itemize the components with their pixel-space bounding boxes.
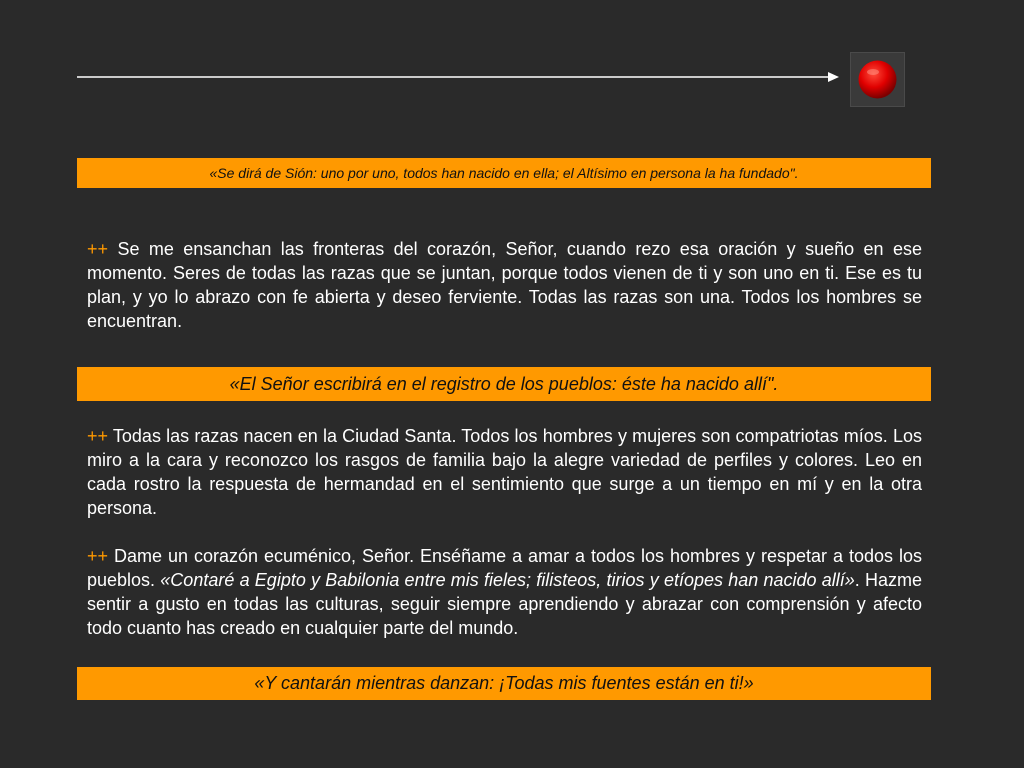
paragraph-2 <box>87 424 922 520</box>
paragraph-1 <box>87 237 922 333</box>
quote-banner-middle: «El Señor escribirá en el registro de los pueblos: éste ha nacido allí". <box>77 367 931 401</box>
record-button[interactable] <box>850 52 905 107</box>
paragraph-1-text: Se me ensanchan las fronteras del corazón, Señor, cuando rezo esa oración y sueño en ese momento. Seres de todas las razas que se juntan, porque todos vienen de ti y son uno en ti. Ese es tu plan, y yo lo abrazo con fe abierta y deseo ferviente. Todas las razas son una. Todos los hombres se encuentran. <box>87 239 922 331</box>
paragraph-marker: ++ <box>87 546 109 566</box>
quote-banner-bottom: «Y cantarán mientras danzan: ¡Todas mis fuentes están en ti!» <box>77 667 931 700</box>
paragraph-3-quote: «Contaré a Egipto y Babilonia entre mis fieles; filisteos, tirios y etíopes han nacido allí» <box>160 570 855 590</box>
paragraph-3 <box>87 544 922 640</box>
paragraph-3-intro: Dame un corazón ecuménico, Señor. Enséñame a amar a todos los hombres y respetar a todos los pueblos. <box>87 546 922 590</box>
quote-banner-top: «Se dirá de Sión: uno por uno, todos han nacido en ella; el Altísimo en persona la ha fundado". <box>77 158 931 188</box>
paragraph-2-text: Todas las razas nacen en la Ciudad Santa. Todos los hombres y mujeres son compatriotas míos. Los miro a la cara y reconozco los rasgos de familia bajo la alegre variedad de perfiles y colores. Leo en cada rostro la respuesta de hermandad en el sentimiento que surge a un tiempo en mí y en la otra persona. <box>87 426 922 518</box>
red-record-icon <box>851 53 904 106</box>
right-arrow-icon[interactable] <box>77 67 839 87</box>
paragraph-3-rest: . Hazme sentir a gusto en todas las culturas, seguir siempre aprendiendo y abrazar con comprensión y afecto todo cuanto has creado en cualquier parte del mundo. <box>87 570 922 638</box>
paragraph-marker: ++ <box>87 239 109 259</box>
paragraph-marker: ++ <box>87 426 109 446</box>
